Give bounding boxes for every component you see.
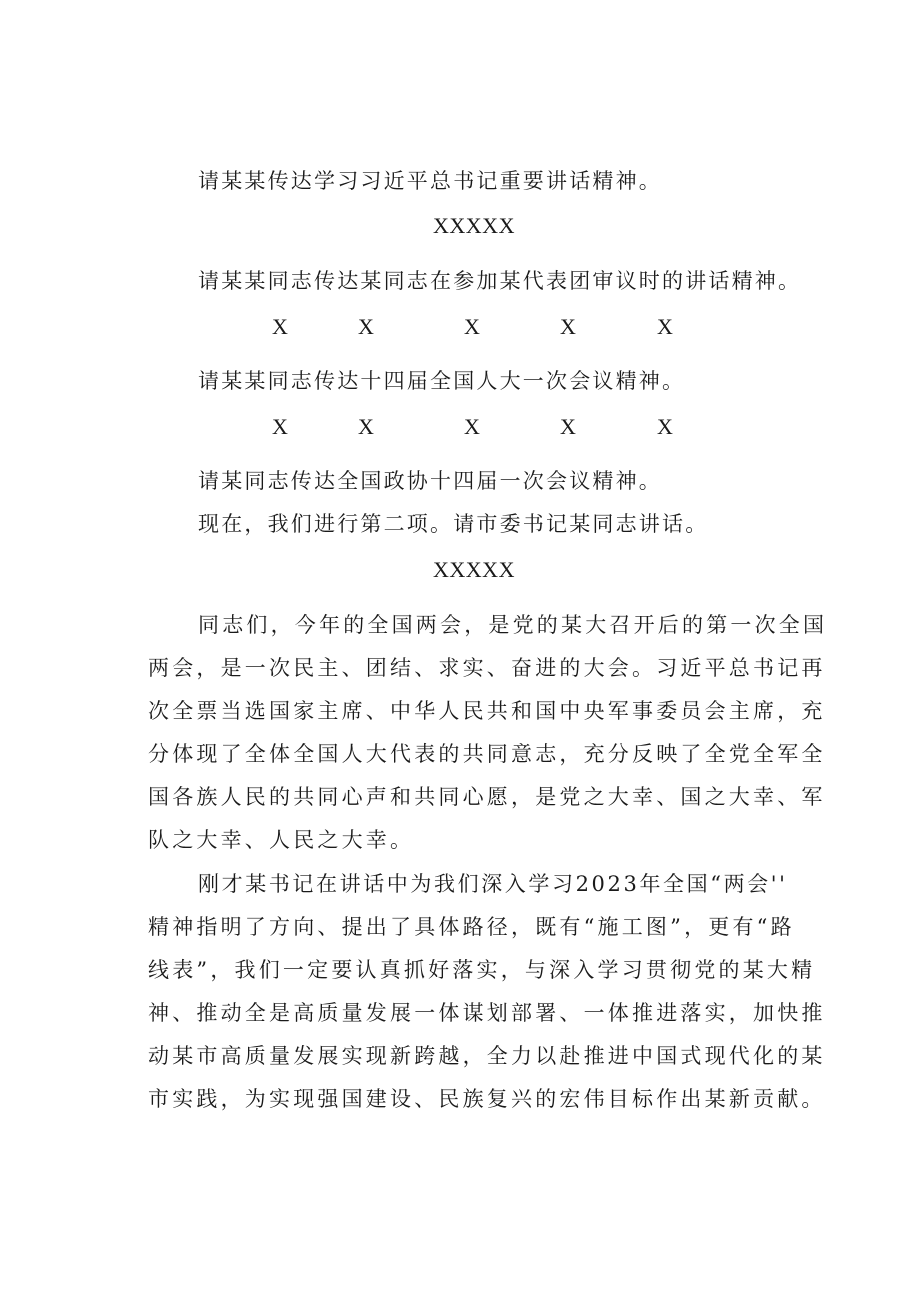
paragraph-line: 分体现了全体全国人大代表的共同意志，充分反映了全党全军全 (148, 742, 826, 766)
paragraph-line: 神、推动全是高质量发展一体谋划部署、一体推进落实，加快推 (148, 1001, 826, 1025)
paragraph-line: 两会，是一次民主、团结、求实、奋进的大会。习近平总书记再 (148, 656, 826, 680)
paragraph-line: 市实践，为实现强国建设、民族复兴的宏伟目标作出某新贡献。 (148, 1087, 826, 1111)
paragraph-line: 同志们，今年的全国两会，是党的某大召开后的第一次全国 (198, 613, 828, 637)
separator-mark-2: XXXXX (433, 557, 515, 582)
x-mark: X (560, 314, 576, 339)
paragraph-line: 动某市高质量发展实现新跨越，全力以赴推进中国式现代化的某 (148, 1044, 826, 1068)
x-mark: X (358, 414, 374, 439)
paragraph-line: 刚才某书记在讲话中为我们深入学习2023年全国“两会'' (198, 872, 788, 896)
x-mark: X (657, 314, 673, 339)
separator-mark-1: XXXXX (433, 213, 515, 238)
x-mark: X (272, 314, 288, 339)
x-mark: X (560, 414, 576, 439)
x-mark: X (464, 314, 480, 339)
x-mark: X (657, 414, 673, 439)
paragraph-line: 国各族人民的共同心声和共同心愿，是党之大幸、国之大幸、军 (148, 785, 826, 809)
x-mark: X (272, 414, 288, 439)
paragraph-line: 线表”，我们一定要认真抓好落实，与深入学习贯彻党的某大精 (148, 958, 816, 982)
x-mark: X (358, 314, 374, 339)
agenda-item-3: 请某某同志传达十四届全国人大一次会议精神。 (198, 369, 686, 393)
paragraph-line: 队之大幸、人民之大幸。 (148, 828, 415, 852)
agenda-item-2: 请某某同志传达某同志在参加某代表团审议时的讲话精神。 (198, 269, 802, 293)
x-mark: X (464, 414, 480, 439)
agenda-item-5: 现在，我们进行第二项。请市委书记某同志讲话。 (198, 512, 709, 536)
agenda-item-4: 请某同志传达全国政协十四届一次会议精神。 (198, 469, 662, 493)
agenda-item-1: 请某某传达学习习近平总书记重要讲话精神。 (198, 169, 662, 193)
paragraph-line: 次全票当选国家主席、中华人民共和国中央军事委员会主席，充 (148, 699, 826, 723)
paragraph-line: 精神指明了方向、提出了具体路径，既有“施工图”，更有“路 (148, 915, 795, 939)
